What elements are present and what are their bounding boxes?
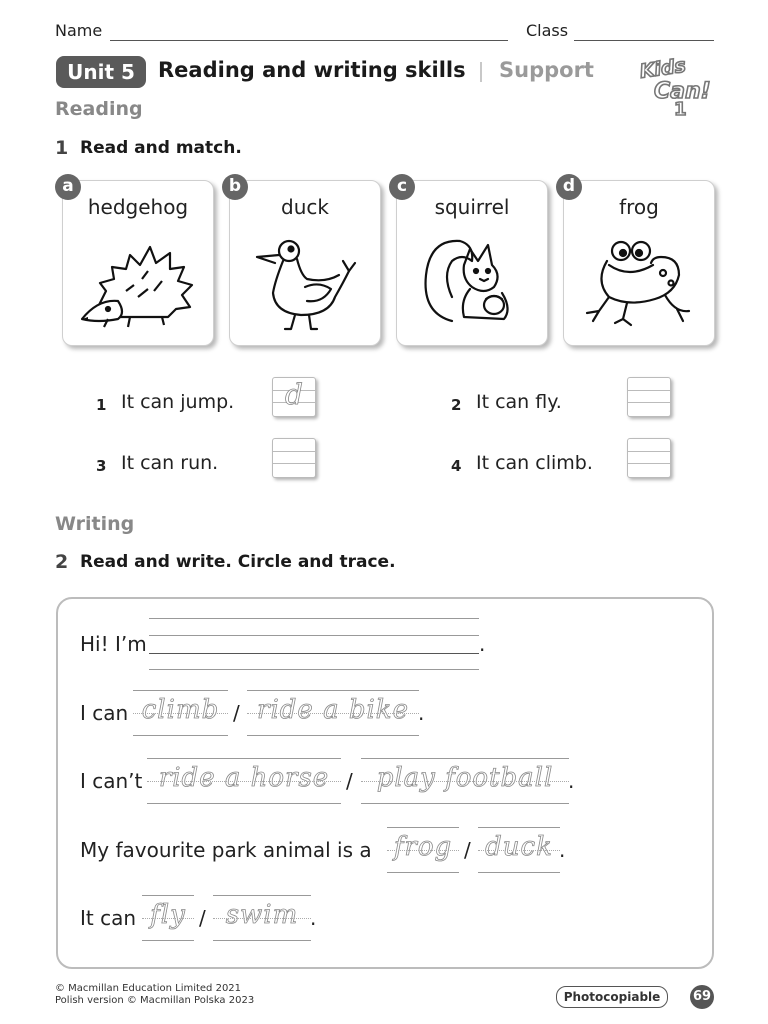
writing-line-2-slash: / xyxy=(233,701,240,725)
class-label: Class xyxy=(526,21,569,40)
answer-box-4[interactable] xyxy=(627,438,671,478)
sentence-1-text: It can jump. xyxy=(121,391,235,413)
name-line[interactable] xyxy=(110,40,508,41)
sentence-4-number: 4 xyxy=(451,457,462,475)
trace-option-swim[interactable]: swim xyxy=(213,895,311,941)
logo-text-can: Can! xyxy=(654,79,711,104)
copyright-line-2: Polish version © Macmillan Polska 2023 xyxy=(55,995,255,1006)
logo-text-kids: Kids xyxy=(638,54,688,83)
kids-can-logo-icon xyxy=(634,52,720,118)
trace-option-play-football[interactable]: play football xyxy=(361,758,569,804)
exercise-2-number: 2 xyxy=(55,551,69,573)
reading-heading: Reading xyxy=(55,98,143,120)
copyright-line-1: © Macmillan Education Limited 2021 xyxy=(55,983,242,994)
writing-line-2-period: . xyxy=(418,701,425,725)
writing-line-4-text: My favourite park animal is a xyxy=(80,838,372,862)
frog-icon xyxy=(579,231,699,331)
card-squirrel xyxy=(396,180,548,346)
class-line[interactable] xyxy=(574,40,714,41)
page-number: 69 xyxy=(690,985,714,1009)
sentence-2-number: 2 xyxy=(451,396,462,414)
exercise-1-number: 1 xyxy=(55,137,69,159)
exercise-1-instruction: Read and match. xyxy=(80,138,242,158)
writing-line-5-slash: / xyxy=(199,906,206,930)
card-word-frog: frog xyxy=(619,195,659,219)
trace-option-climb[interactable]: climb xyxy=(133,690,228,736)
card-letter-d: d xyxy=(556,174,582,200)
card-letter-b: b xyxy=(222,174,248,200)
writing-line-3-text: I can’t xyxy=(80,769,143,793)
writing-line-4-slash: / xyxy=(464,838,471,862)
writing-line-5-period: . xyxy=(310,906,317,930)
writing-line-1-text: Hi! I’m xyxy=(80,632,147,656)
title-separator xyxy=(480,62,482,82)
name-label: Name xyxy=(55,21,103,40)
writing-line-1-period: . xyxy=(479,632,486,656)
card-frog xyxy=(563,180,715,346)
writing-line-4-period: . xyxy=(559,838,566,862)
photocopiable-badge: Photocopiable xyxy=(556,986,668,1008)
card-hedgehog xyxy=(62,180,214,346)
card-letter-a: a xyxy=(55,174,81,200)
writing-line-3-period: . xyxy=(568,769,575,793)
writing-line-5-text: It can xyxy=(80,906,137,930)
exercise-2-instruction: Read and write. Circle and trace. xyxy=(80,552,396,572)
writing-heading: Writing xyxy=(55,513,135,535)
card-word-hedgehog: hedgehog xyxy=(87,195,189,219)
page-subtitle: Support xyxy=(499,58,594,82)
sentence-3-text: It can run. xyxy=(121,452,219,474)
writing-line-2-text: I can xyxy=(80,701,129,725)
card-duck xyxy=(229,180,381,346)
answer-box-2[interactable] xyxy=(627,377,671,417)
trace-option-duck[interactable]: duck xyxy=(478,827,560,873)
squirrel-icon xyxy=(412,231,532,331)
trace-option-fly[interactable]: fly xyxy=(142,895,194,941)
trace-option-frog[interactable]: frog xyxy=(387,827,459,873)
sentence-1-number: 1 xyxy=(96,396,107,414)
hedgehog-icon xyxy=(78,231,198,331)
kids-can-logo xyxy=(634,52,720,118)
sentence-2-text: It can fly. xyxy=(476,391,562,413)
trace-option-ride-a-bike[interactable]: ride a bike xyxy=(247,690,419,736)
card-word-duck: duck xyxy=(281,195,329,219)
answer-box-1[interactable] xyxy=(272,377,316,417)
logo-text-num: 1 xyxy=(674,99,687,118)
sentence-3-number: 3 xyxy=(96,457,107,475)
page-title: Reading and writing skills xyxy=(158,58,466,82)
duck-icon xyxy=(245,231,365,331)
answer-box-3[interactable] xyxy=(272,438,316,478)
writing-line-3-slash: / xyxy=(346,769,353,793)
card-letter-c: c xyxy=(389,174,415,200)
trace-option-ride-a-horse[interactable]: ride a horse xyxy=(147,758,341,804)
unit-badge: Unit 5 xyxy=(56,56,146,88)
name-writing-lines[interactable] xyxy=(149,618,479,670)
answer-box-1-value: d xyxy=(285,378,303,411)
sentence-4-text: It can climb. xyxy=(476,452,593,474)
card-word-squirrel: squirrel xyxy=(434,195,510,219)
